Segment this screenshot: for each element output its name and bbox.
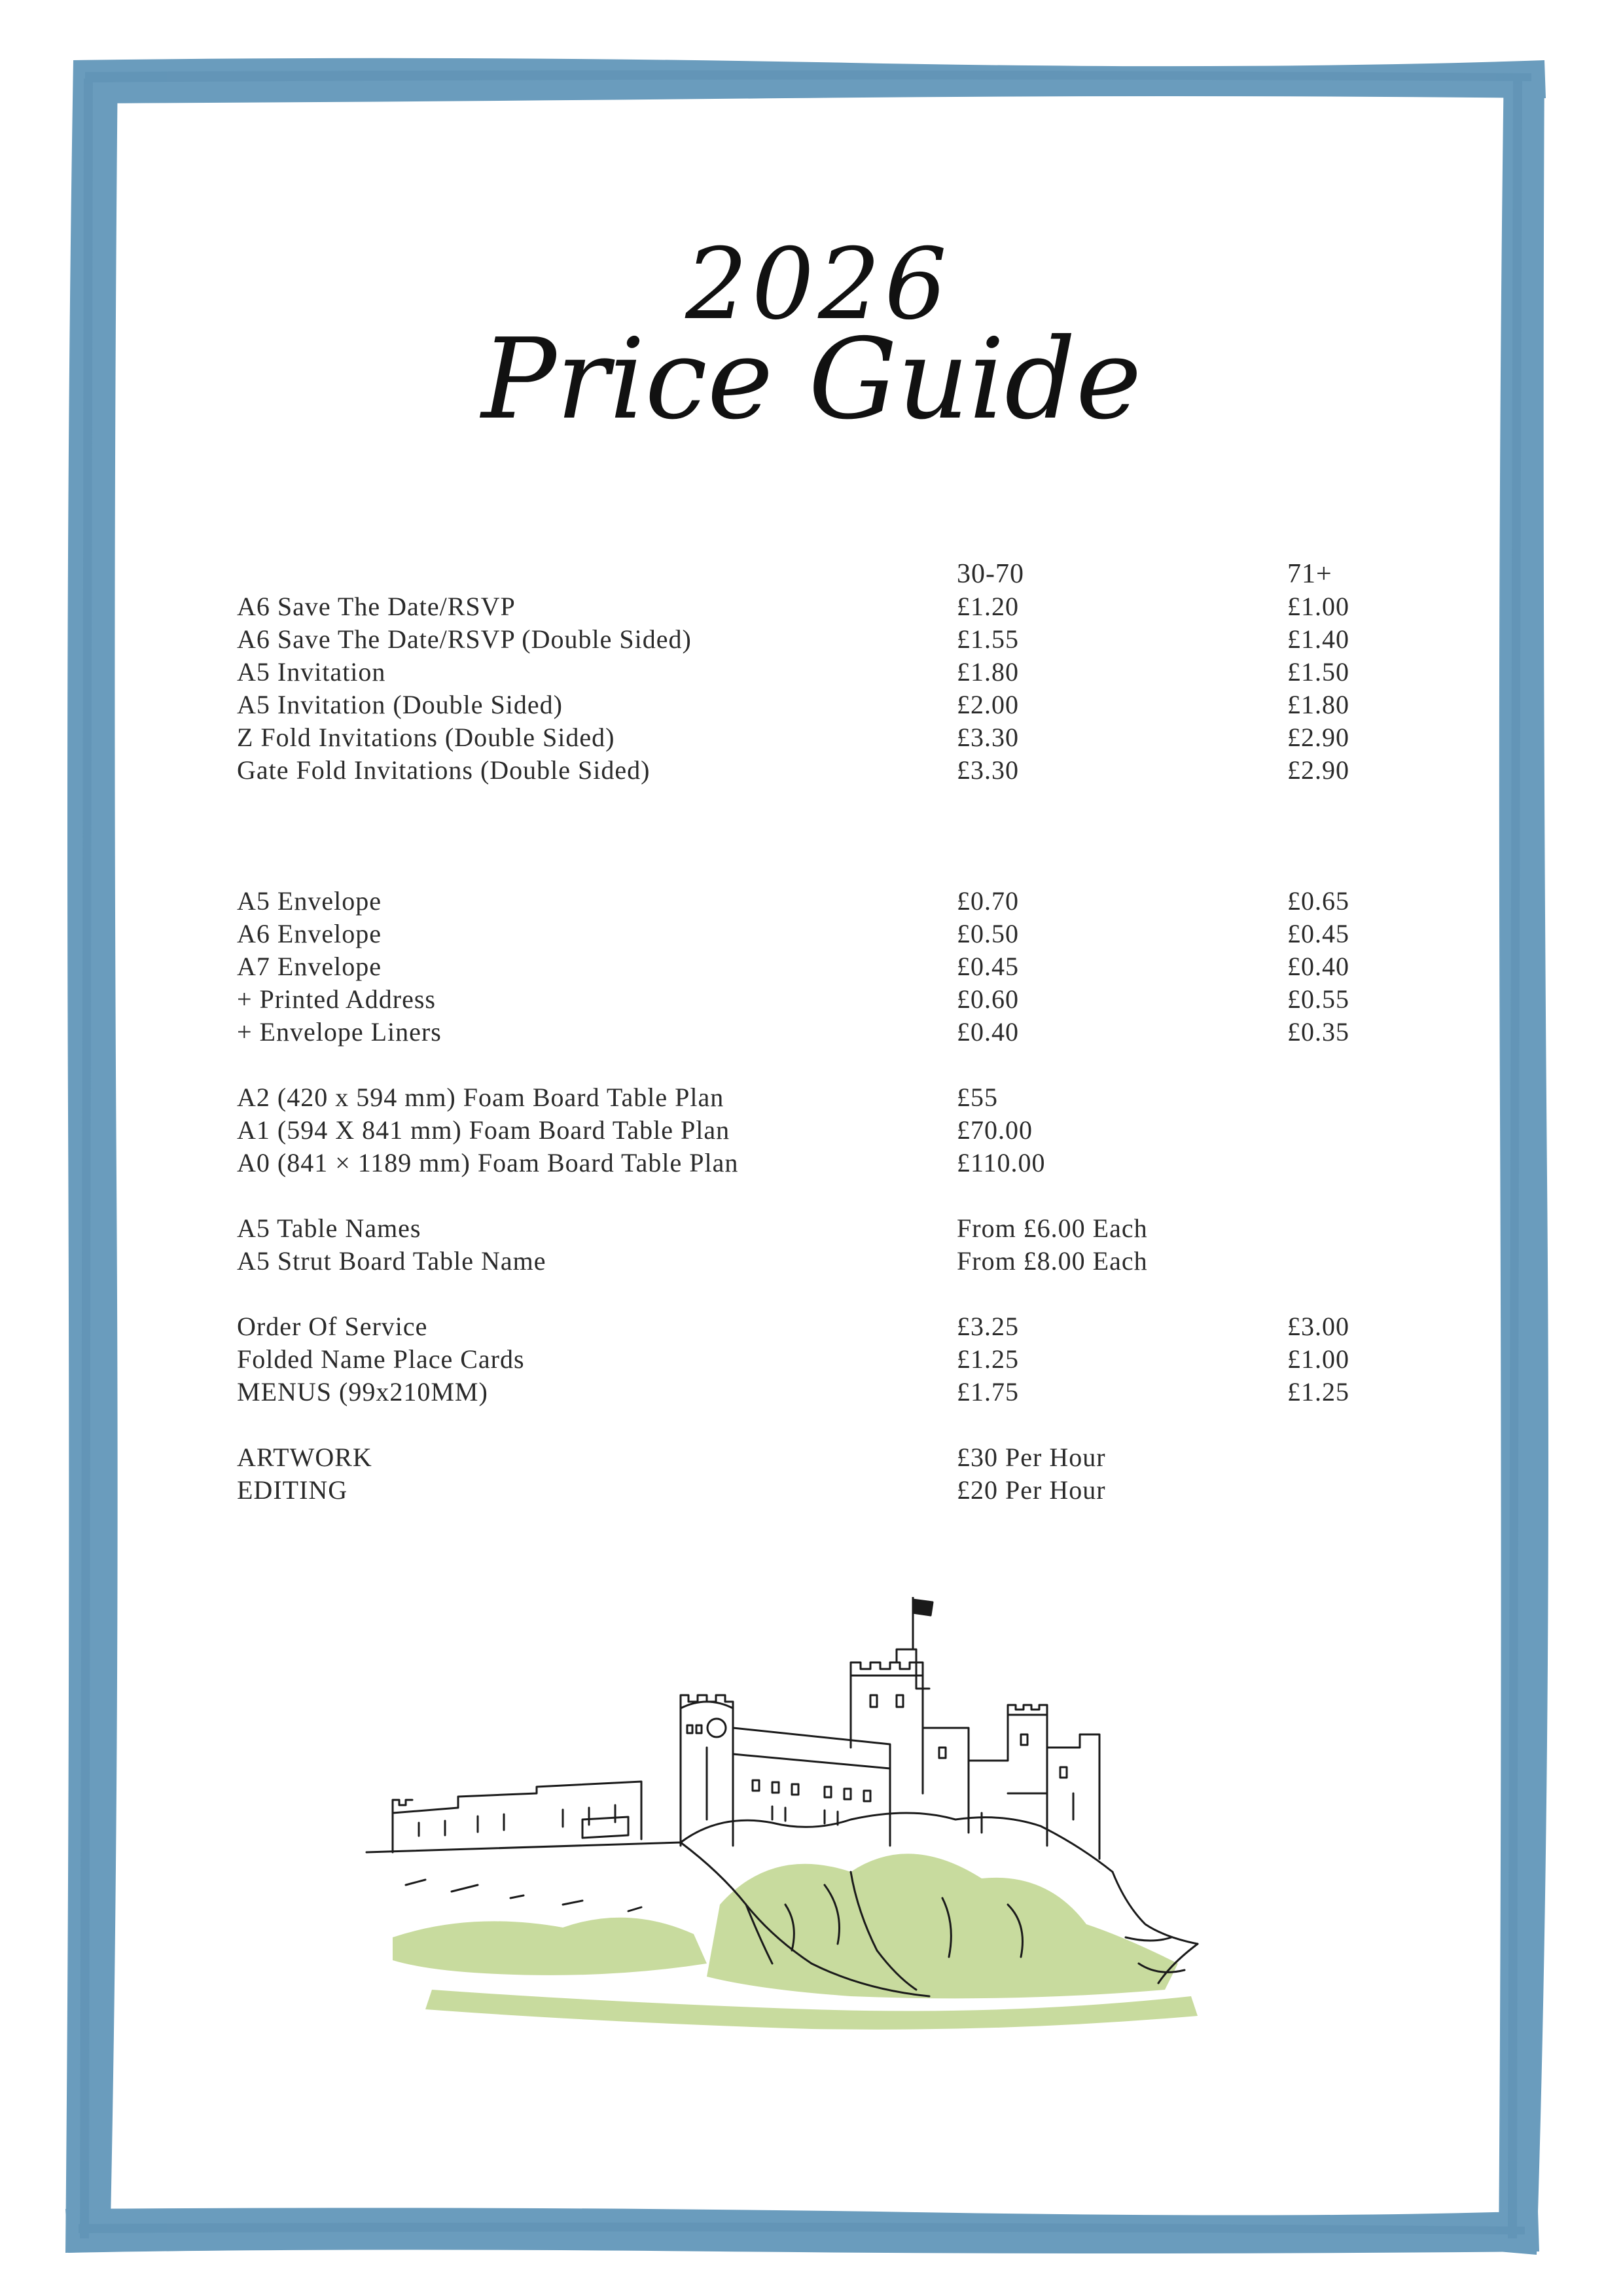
price-tier-1: £1.25 — [957, 1344, 1019, 1374]
price-tier-2: £1.00 — [1287, 592, 1349, 621]
price-tier-1: £70.00 — [957, 1115, 1033, 1145]
price-tier-1: £3.25 — [957, 1312, 1019, 1341]
item-name: A7 Envelope — [237, 952, 382, 981]
item-name: A5 Table Names — [237, 1213, 421, 1243]
price-tier-2: £0.55 — [1287, 984, 1349, 1014]
price-tier-2: £0.40 — [1287, 952, 1349, 981]
table-row — [237, 1343, 1415, 1376]
price-tier-1: £110.00 — [957, 1148, 1046, 1177]
price-tier-1: £1.55 — [957, 624, 1019, 654]
section-spacer — [237, 1179, 1415, 1212]
castle-illustration — [353, 1597, 1257, 2055]
item-name: A0 (841 × 1189 mm) Foam Board Table Plan — [237, 1148, 739, 1177]
table-row — [237, 950, 1415, 983]
item-name: Order Of Service — [237, 1312, 428, 1341]
foliage-wash — [393, 1854, 1198, 2030]
item-name: A2 (420 x 594 mm) Foam Board Table Plan — [237, 1083, 724, 1112]
item-name: A5 Invitation — [237, 657, 386, 687]
price-tier-2: £3.00 — [1287, 1312, 1349, 1341]
table-row — [237, 1376, 1415, 1408]
item-name: A1 (594 X 841 mm) Foam Board Table Plan — [237, 1115, 730, 1145]
price-tier-1: £1.20 — [957, 592, 1019, 621]
table-row — [237, 1114, 1415, 1147]
price-tier-1: From £8.00 Each — [957, 1246, 1148, 1276]
item-name: + Envelope Liners — [237, 1017, 442, 1047]
price-tier-1: £3.30 — [957, 755, 1019, 785]
item-name: EDITING — [237, 1475, 348, 1505]
section-spacer — [237, 1408, 1415, 1441]
table-row — [237, 1310, 1415, 1343]
price-tier-1: £3.30 — [957, 723, 1019, 752]
column-header-30-70: 30-70 — [957, 559, 1024, 589]
column-header-71-plus: 71+ — [1287, 559, 1332, 589]
table-row — [237, 1245, 1415, 1278]
price-tier-2: £0.35 — [1287, 1017, 1349, 1047]
table-row — [237, 656, 1415, 689]
table-row — [237, 754, 1415, 787]
price-tier-1: £0.40 — [957, 1017, 1019, 1047]
item-name: A6 Save The Date/RSVP — [237, 592, 516, 621]
section-spacer — [237, 1278, 1415, 1310]
price-tier-1: From £6.00 Each — [957, 1213, 1148, 1243]
table-header — [237, 558, 1415, 590]
price-tier-2: £2.90 — [1287, 723, 1349, 752]
price-tier-2: £1.50 — [1287, 657, 1349, 687]
table-row — [237, 1081, 1415, 1114]
item-name: MENUS (99x210MM) — [237, 1377, 488, 1407]
price-tier-1: £0.50 — [957, 919, 1019, 948]
item-name: ARTWORK — [237, 1443, 372, 1472]
section-spacer — [237, 787, 1415, 885]
price-tier-1: £55 — [957, 1083, 998, 1112]
table-row — [237, 1147, 1415, 1179]
price-tier-2: £1.25 — [1287, 1377, 1349, 1407]
item-name: A5 Envelope — [237, 886, 382, 916]
price-tier-2: £1.00 — [1287, 1344, 1349, 1374]
table-row — [237, 1212, 1415, 1245]
price-tier-1: £0.60 — [957, 984, 1019, 1014]
item-name: Folded Name Place Cards — [237, 1344, 525, 1374]
price-tier-2: £1.80 — [1287, 690, 1349, 719]
table-row — [237, 689, 1415, 721]
table-row — [237, 590, 1415, 623]
price-tier-1: £0.70 — [957, 886, 1019, 916]
price-tier-1: £2.00 — [957, 690, 1019, 719]
title-year: 2026 — [685, 228, 951, 342]
table-row — [237, 623, 1415, 656]
table-row — [237, 918, 1415, 950]
price-tier-1: £20 Per Hour — [957, 1475, 1106, 1505]
item-name: A5 Invitation (Double Sided) — [237, 690, 563, 719]
price-tier-1: £1.80 — [957, 657, 1019, 687]
item-name: Z Fold Invitations (Double Sided) — [237, 723, 615, 752]
item-name: A6 Envelope — [237, 919, 382, 948]
price-table — [237, 558, 1415, 1507]
table-row — [237, 1474, 1415, 1507]
table-row — [237, 1016, 1415, 1049]
price-tier-2: £1.40 — [1287, 624, 1349, 654]
table-row — [237, 885, 1415, 918]
page-title — [0, 228, 1623, 444]
title-heading: Price Guide — [481, 315, 1142, 444]
price-tier-2: £0.45 — [1287, 919, 1349, 948]
item-name: Gate Fold Invitations (Double Sided) — [237, 755, 651, 785]
price-tier-1: £30 Per Hour — [957, 1443, 1106, 1472]
item-name: A5 Strut Board Table Name — [237, 1246, 546, 1276]
table-row — [237, 983, 1415, 1016]
price-tier-2: £2.90 — [1287, 755, 1349, 785]
price-tier-2: £0.65 — [1287, 886, 1349, 916]
item-name: + Printed Address — [237, 984, 436, 1014]
price-tier-1: £0.45 — [957, 952, 1019, 981]
section-spacer — [237, 1049, 1415, 1081]
table-row — [237, 1441, 1415, 1474]
item-name: A6 Save The Date/RSVP (Double Sided) — [237, 624, 692, 654]
price-tier-1: £1.75 — [957, 1377, 1019, 1407]
table-row — [237, 721, 1415, 754]
